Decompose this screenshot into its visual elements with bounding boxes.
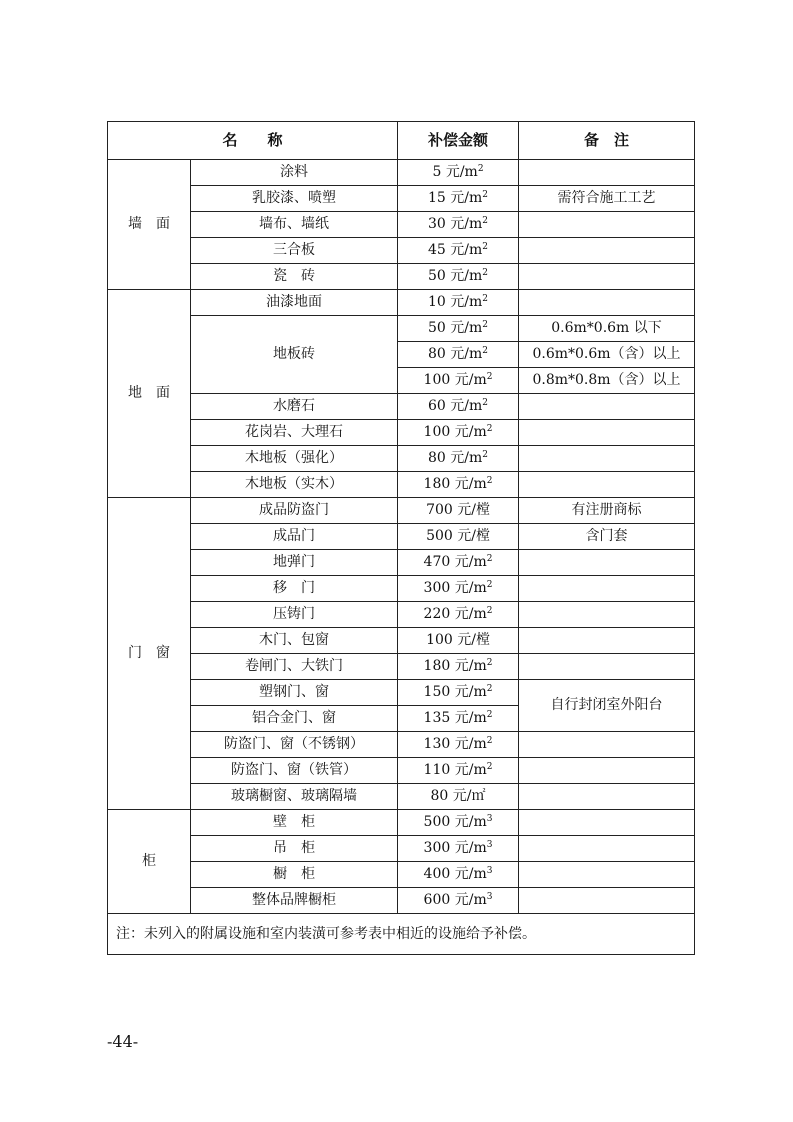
amount-cell <box>398 524 519 550</box>
amount-value: 220 <box>423 606 451 622</box>
amount-unit: 元/樘 <box>457 632 490 648</box>
item-name-cell: 成品门 <box>191 524 398 550</box>
remark-cell <box>519 446 695 472</box>
amount-unit: 元/m <box>450 450 483 466</box>
remark-cell <box>519 758 695 784</box>
remark-cell: 0.6m*0.6m 以下 <box>519 316 695 342</box>
table-row <box>108 160 695 186</box>
table-row <box>108 238 695 264</box>
amount-value: 100 <box>423 424 451 440</box>
header-name: 名 称 <box>108 122 398 160</box>
amount-unit: 元/m <box>450 294 483 310</box>
table-row <box>108 524 695 550</box>
item-name-cell: 油漆地面 <box>191 290 398 316</box>
remark-cell: 自行封闭室外阳台 <box>519 680 695 732</box>
remark-cell <box>519 576 695 602</box>
item-name-cell: 玻璃橱窗、玻璃隔墙 <box>191 784 398 810</box>
amount-cell <box>398 550 519 576</box>
table-row <box>108 784 695 810</box>
table-row <box>108 472 695 498</box>
item-name-cell: 涂料 <box>191 160 398 186</box>
amount-cell <box>398 706 519 732</box>
item-name-cell: 防盗门、窗（不锈钢） <box>191 732 398 758</box>
amount-cell <box>398 576 519 602</box>
amount-cell <box>398 498 519 524</box>
item-name-cell: 木地板（实木） <box>191 472 398 498</box>
amount-cell <box>398 368 519 394</box>
table-row <box>108 732 695 758</box>
remark-cell: 0.8m*0.8m（含）以上 <box>519 368 695 394</box>
remark-cell: 需符合施工工艺 <box>519 186 695 212</box>
table-body <box>108 160 695 914</box>
amount-value: 50 <box>428 320 446 336</box>
amount-unit: 元/樘 <box>457 502 490 518</box>
remark-cell <box>519 888 695 914</box>
item-name-cell: 水磨石 <box>191 394 398 420</box>
footnote: 注：未列入的附属设施和室内装潢可参考表中相近的设施给予补偿。 <box>108 914 695 955</box>
amount-value: 500 <box>423 814 451 830</box>
remark-cell <box>519 732 695 758</box>
remark-cell <box>519 264 695 290</box>
unit-exponent: 2 <box>482 216 489 226</box>
amount-unit: 元/m <box>454 424 487 440</box>
item-name-cell: 三合板 <box>191 238 398 264</box>
amount-unit: 元/㎡ <box>452 788 486 804</box>
table-row <box>108 498 695 524</box>
unit-exponent: 2 <box>486 372 493 382</box>
amount-value: 130 <box>423 736 451 752</box>
amount-value: 135 <box>423 710 451 726</box>
remark-cell <box>519 628 695 654</box>
item-name-cell: 地板砖 <box>191 316 398 394</box>
remark-cell: 有注册商标 <box>519 498 695 524</box>
amount-cell <box>398 810 519 836</box>
item-name-cell: 木地板（强化） <box>191 446 398 472</box>
unit-exponent: 2 <box>482 398 489 408</box>
amount-cell <box>398 888 519 914</box>
category-cell: 柜 <box>108 810 191 914</box>
amount-value: 300 <box>423 580 451 596</box>
item-name-cell: 木门、包窗 <box>191 628 398 654</box>
table-row <box>108 290 695 316</box>
amount-unit: 元/m <box>454 840 487 856</box>
unit-exponent: 2 <box>486 684 493 694</box>
unit-exponent: 2 <box>486 658 493 668</box>
unit-exponent: 2 <box>477 164 484 174</box>
remark-cell <box>519 550 695 576</box>
amount-cell <box>398 862 519 888</box>
amount-value: 300 <box>423 840 451 856</box>
amount-value: 15 <box>428 190 446 206</box>
table-row <box>108 654 695 680</box>
amount-unit: 元/m <box>454 372 487 388</box>
table-row <box>108 550 695 576</box>
amount-value: 100 <box>423 372 451 388</box>
remark-cell <box>519 394 695 420</box>
amount-value: 500 <box>426 528 453 544</box>
unit-exponent: 3 <box>486 866 493 876</box>
amount-unit: 元/m <box>454 476 487 492</box>
item-name-cell: 整体品牌橱柜 <box>191 888 398 914</box>
table-row <box>108 394 695 420</box>
amount-cell <box>398 628 519 654</box>
table-row <box>108 810 695 836</box>
remark-cell <box>519 160 695 186</box>
amount-unit: 元/m <box>450 216 483 232</box>
table-row <box>108 316 695 342</box>
amount-cell <box>398 290 519 316</box>
amount-cell <box>398 316 519 342</box>
item-name-cell: 移 门 <box>191 576 398 602</box>
unit-exponent: 3 <box>486 892 493 902</box>
table-row <box>108 212 695 238</box>
unit-exponent: 2 <box>486 424 493 434</box>
header-amount: 补偿金额 <box>398 122 519 160</box>
amount-unit: 元/m <box>454 684 487 700</box>
table-row <box>108 446 695 472</box>
amount-unit: 元/m <box>450 346 483 362</box>
amount-cell <box>398 836 519 862</box>
amount-unit: 元/m <box>454 814 487 830</box>
amount-value: 60 <box>428 398 446 414</box>
amount-value: 180 <box>423 658 451 674</box>
amount-unit: 元/m <box>454 892 487 908</box>
remark-cell <box>519 654 695 680</box>
unit-exponent: 2 <box>482 450 489 460</box>
header-note: 备 注 <box>519 122 695 160</box>
unit-exponent: 3 <box>486 814 493 824</box>
amount-unit: 元/m <box>450 268 483 284</box>
item-name-cell: 吊 柜 <box>191 836 398 862</box>
remark-cell <box>519 472 695 498</box>
table-row <box>108 862 695 888</box>
remark-cell: 含门套 <box>519 524 695 550</box>
table-row <box>108 420 695 446</box>
amount-value: 50 <box>428 268 446 284</box>
remark-cell <box>519 784 695 810</box>
footnote-row <box>108 914 695 955</box>
item-name-cell: 花岗岩、大理石 <box>191 420 398 446</box>
table-row <box>108 836 695 862</box>
item-name-cell: 卷闸门、大铁门 <box>191 654 398 680</box>
amount-cell <box>398 446 519 472</box>
category-cell: 地 面 <box>108 290 191 498</box>
table-row <box>108 264 695 290</box>
amount-unit: 元/m <box>454 554 487 570</box>
remark-cell <box>519 862 695 888</box>
amount-unit: 元/m <box>450 190 483 206</box>
amount-unit: 元/樘 <box>457 528 490 544</box>
amount-cell <box>398 342 519 368</box>
amount-value: 30 <box>428 216 446 232</box>
unit-exponent: 2 <box>486 710 493 720</box>
page-number: -44- <box>107 1032 139 1051</box>
remark-cell <box>519 212 695 238</box>
item-name-cell: 压铸门 <box>191 602 398 628</box>
unit-exponent: 2 <box>486 580 493 590</box>
amount-value: 180 <box>423 476 451 492</box>
amount-value: 150 <box>423 684 451 700</box>
unit-exponent: 2 <box>482 242 489 252</box>
amount-cell <box>398 264 519 290</box>
amount-cell <box>398 186 519 212</box>
unit-exponent: 2 <box>482 294 489 304</box>
amount-cell <box>398 602 519 628</box>
table-row <box>108 888 695 914</box>
amount-unit: 元/m <box>454 580 487 596</box>
amount-cell <box>398 160 519 186</box>
table-row <box>108 628 695 654</box>
amount-unit: 元/m <box>445 164 478 180</box>
amount-cell <box>398 212 519 238</box>
amount-cell <box>398 394 519 420</box>
amount-cell <box>398 732 519 758</box>
amount-unit: 元/m <box>454 736 487 752</box>
category-cell: 门 窗 <box>108 498 191 810</box>
amount-value: 470 <box>423 554 451 570</box>
item-name-cell: 成品防盗门 <box>191 498 398 524</box>
amount-value: 45 <box>428 242 446 258</box>
unit-exponent: 2 <box>486 606 493 616</box>
table-row <box>108 758 695 784</box>
unit-exponent: 2 <box>482 346 489 356</box>
item-name-cell: 防盗门、窗（铁管） <box>191 758 398 784</box>
unit-exponent: 2 <box>482 320 489 330</box>
table-header-row <box>108 122 695 160</box>
item-name-cell: 墙布、墙纸 <box>191 212 398 238</box>
unit-exponent: 2 <box>486 762 493 772</box>
item-name-cell: 瓷 砖 <box>191 264 398 290</box>
amount-unit: 元/m <box>454 866 487 882</box>
remark-cell: 0.6m*0.6m（含）以上 <box>519 342 695 368</box>
amount-cell <box>398 654 519 680</box>
table-row <box>108 186 695 212</box>
amount-value: 100 <box>426 632 453 648</box>
amount-unit: 元/m <box>454 710 487 726</box>
item-name-cell: 橱 柜 <box>191 862 398 888</box>
item-name-cell: 塑钢门、窗 <box>191 680 398 706</box>
amount-cell <box>398 472 519 498</box>
amount-value: 80 <box>428 450 446 466</box>
amount-value: 5 <box>432 164 442 180</box>
table-row <box>108 576 695 602</box>
unit-exponent: 2 <box>486 736 493 746</box>
amount-unit: 元/m <box>454 762 487 778</box>
amount-value: 110 <box>423 762 451 778</box>
amount-unit: 元/m <box>450 320 483 336</box>
unit-exponent: 2 <box>486 476 493 486</box>
remark-cell <box>519 836 695 862</box>
amount-unit: 元/m <box>454 658 487 674</box>
remark-cell <box>519 238 695 264</box>
amount-cell <box>398 758 519 784</box>
amount-cell <box>398 784 519 810</box>
amount-cell <box>398 420 519 446</box>
amount-unit: 元/m <box>454 606 487 622</box>
amount-value: 700 <box>426 502 453 518</box>
unit-exponent: 2 <box>482 268 489 278</box>
compensation-table <box>107 121 695 955</box>
amount-value: 80 <box>428 346 446 362</box>
amount-value: 600 <box>423 892 451 908</box>
item-name-cell: 铝合金门、窗 <box>191 706 398 732</box>
item-name-cell: 壁 柜 <box>191 810 398 836</box>
remark-cell <box>519 810 695 836</box>
amount-cell <box>398 680 519 706</box>
amount-value: 400 <box>423 866 451 882</box>
remark-cell <box>519 290 695 316</box>
remark-cell <box>519 420 695 446</box>
amount-value: 80 <box>430 788 449 804</box>
amount-unit: 元/m <box>450 242 483 258</box>
category-cell: 墙 面 <box>108 160 191 290</box>
table-row <box>108 602 695 628</box>
item-name-cell: 乳胶漆、喷塑 <box>191 186 398 212</box>
amount-cell <box>398 238 519 264</box>
unit-exponent: 2 <box>486 554 493 564</box>
table-row <box>108 680 695 706</box>
item-name-cell: 地弹门 <box>191 550 398 576</box>
amount-value: 10 <box>428 294 446 310</box>
remark-cell <box>519 602 695 628</box>
unit-exponent: 3 <box>486 840 493 850</box>
unit-exponent: 2 <box>482 190 489 200</box>
amount-unit: 元/m <box>450 398 483 414</box>
